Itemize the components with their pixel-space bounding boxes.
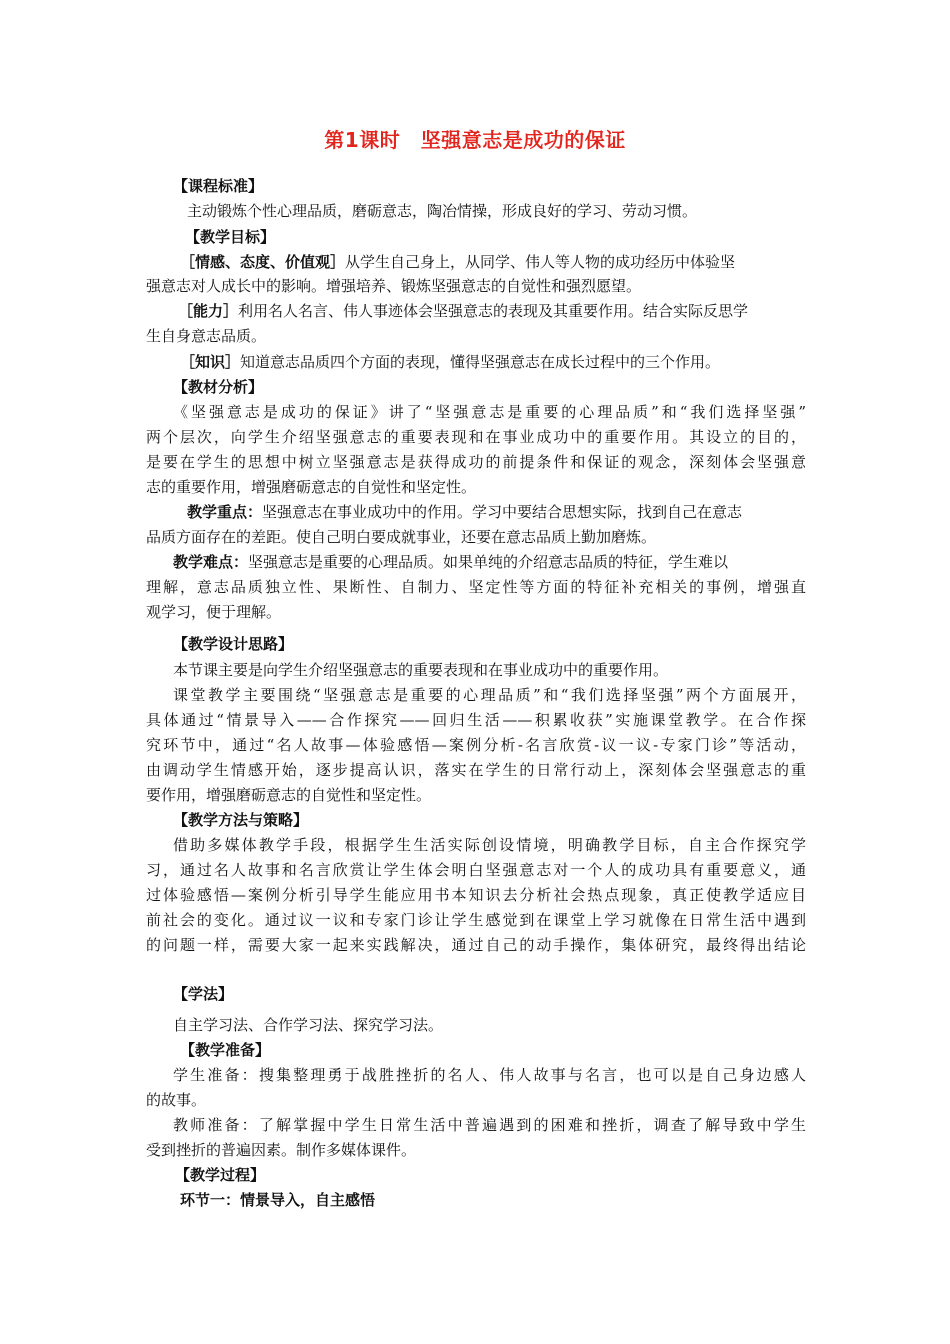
paragraph-line [180, 250, 806, 274]
paragraph-text: 从学生自己身上，从同学、伟人等人物的成功经历中体验坚 [345, 253, 736, 271]
label-knowledge: ［知识］ [180, 353, 241, 371]
heading-stage-one: 环节一：情景导入，自主感悟 [180, 1191, 376, 1209]
paragraph-text: 坚强意志在事业成功中的作用。学习中要结合思想实际，找到自己在意志 [262, 503, 743, 521]
heading-teaching-preparation: 【教学准备】 [180, 1041, 271, 1059]
paragraph-line: 生自身意志品质。 [146, 327, 267, 345]
heading-textbook-analysis: 【教材分析】 [173, 378, 264, 396]
label-ability: ［能力］ [178, 302, 239, 320]
paragraph-line [187, 500, 806, 524]
paragraph-text: 坚强意志是重要的心理品质。如果单纯的介绍意志品质的特征，学生难以 [248, 553, 729, 571]
paragraph-line: 主动锻炼个性心理品质，磨砺意志，陶冶情操，形成良好的学习、劳动习惯。 [187, 202, 698, 220]
paragraph-line: 要作用，增强磨砺意志的自觉性和坚定性。 [146, 786, 432, 804]
paragraph-line [178, 299, 806, 323]
paragraph-line: 具体通过“情景导入——合作探究——回归生活——积累收获”实施课堂教学。在合作探 [146, 711, 806, 729]
paragraph-line: 自主学习法、合作学习法、探究学习法。 [173, 1016, 444, 1034]
paragraph-line: 的问题一样，需要大家一起来实践解决，通过自己的动手操作，集体研究，最终得出结论 [146, 936, 806, 954]
heading-course-standard: 【课程标准】 [173, 177, 264, 195]
paragraph-line: 观学习，便于理解。 [146, 603, 282, 621]
paragraph-line: 强意志对人成长中的影响。增强培养、锻炼坚强意志的自觉性和强烈愿望。 [146, 277, 642, 295]
paragraph-line: 《坚强意志是成功的保证》讲了“坚强意志是重要的心理品质”和“我们选择坚强” [173, 403, 806, 421]
heading-learning-methods: 【学法】 [173, 985, 234, 1003]
paragraph-line: 教师准备：了解掌握中学生日常生活中普遍遇到的困难和挫折，调查了解导致中学生 [173, 1116, 806, 1134]
label-teaching-focus: 教学重点： [187, 503, 263, 521]
label-emotion-attitude-values: ［情感、态度、价值观］ [180, 253, 346, 271]
heading-teaching-process: 【教学过程】 [175, 1166, 266, 1184]
label-teaching-difficulty: 教学难点： [173, 553, 249, 571]
paragraph-line: 课堂教学主要围绕“坚强意志是重要的心理品质”和“我们选择坚强”两个方面展开， [173, 686, 806, 704]
paragraph-text: 利用名人名言、伟人事迹体会坚强意志的表现及其重要作用。结合实际反思学 [238, 302, 749, 320]
paragraph-line: 志的重要作用，增强磨砺意志的自觉性和坚定性。 [146, 478, 477, 496]
paragraph-line [180, 350, 806, 374]
paragraph-line: 两个层次，向学生介绍坚强意志的重要表现和在事业成功中的重要作用。其设立的目的， [146, 428, 806, 446]
paragraph-line: 过体验感悟—案例分析引导学生能应用书本知识去分析社会热点现象，真正使教学适应目 [146, 886, 806, 904]
paragraph-text: 知道意志品质四个方面的表现，懂得坚强意志在成长过程中的三个作用。 [240, 353, 721, 371]
heading-teaching-goals: 【教学目标】 [185, 228, 276, 246]
paragraph-line: 本节课主要是向学生介绍坚强意志的重要表现和在事业成功中的重要作用。 [173, 661, 669, 679]
paragraph-line: 由调动学生情感开始，逐步提高认识，落实在学生的日常行动上，深刻体会坚强意志的重 [146, 761, 806, 779]
paragraph-line: 借助多媒体教学手段，根据学生生活实际创设情境，明确教学目标，自主合作探究学 [173, 836, 806, 854]
paragraph-line: 前社会的变化。通过议一议和专家门诊让学生感觉到在课堂上学习就像在日常生活中遇到 [146, 911, 806, 929]
paragraph-line: 的故事。 [146, 1091, 207, 1109]
paragraph-line: 究环节中，通过“名人故事—体验感悟—案例分析-名言欣赏-议一议-专家门诊”等活动， [146, 736, 806, 754]
heading-methods-strategies: 【教学方法与策略】 [173, 811, 309, 829]
paragraph-line: 是要在学生的思想中树立坚强意志是获得成功的前提条件和保证的观念，深刻体会坚强意 [146, 453, 806, 471]
heading-design-approach: 【教学设计思路】 [173, 635, 294, 653]
document-title: 第1课时 坚强意志是成功的保证 [324, 128, 626, 152]
paragraph-line: 习，通过名人故事和名言欣赏让学生体会明白坚强意志对一个人的成功具有重要意义，通 [146, 861, 806, 879]
paragraph-line: 受到挫折的普遍因素。制作多媒体课件。 [146, 1141, 417, 1159]
paragraph-line: 品质方面存在的差距。使自己明白要成就事业，还要在意志品质上勤加磨炼。 [146, 528, 657, 546]
paragraph-line [173, 550, 806, 574]
paragraph-line: 学生准备：搜集整理勇于战胜挫折的名人、伟人故事与名言，也可以是自己身边感人 [173, 1066, 806, 1084]
paragraph-line: 理解，意志品质独立性、果断性、自制力、坚定性等方面的特征补充相关的事例，增强直 [146, 578, 806, 596]
